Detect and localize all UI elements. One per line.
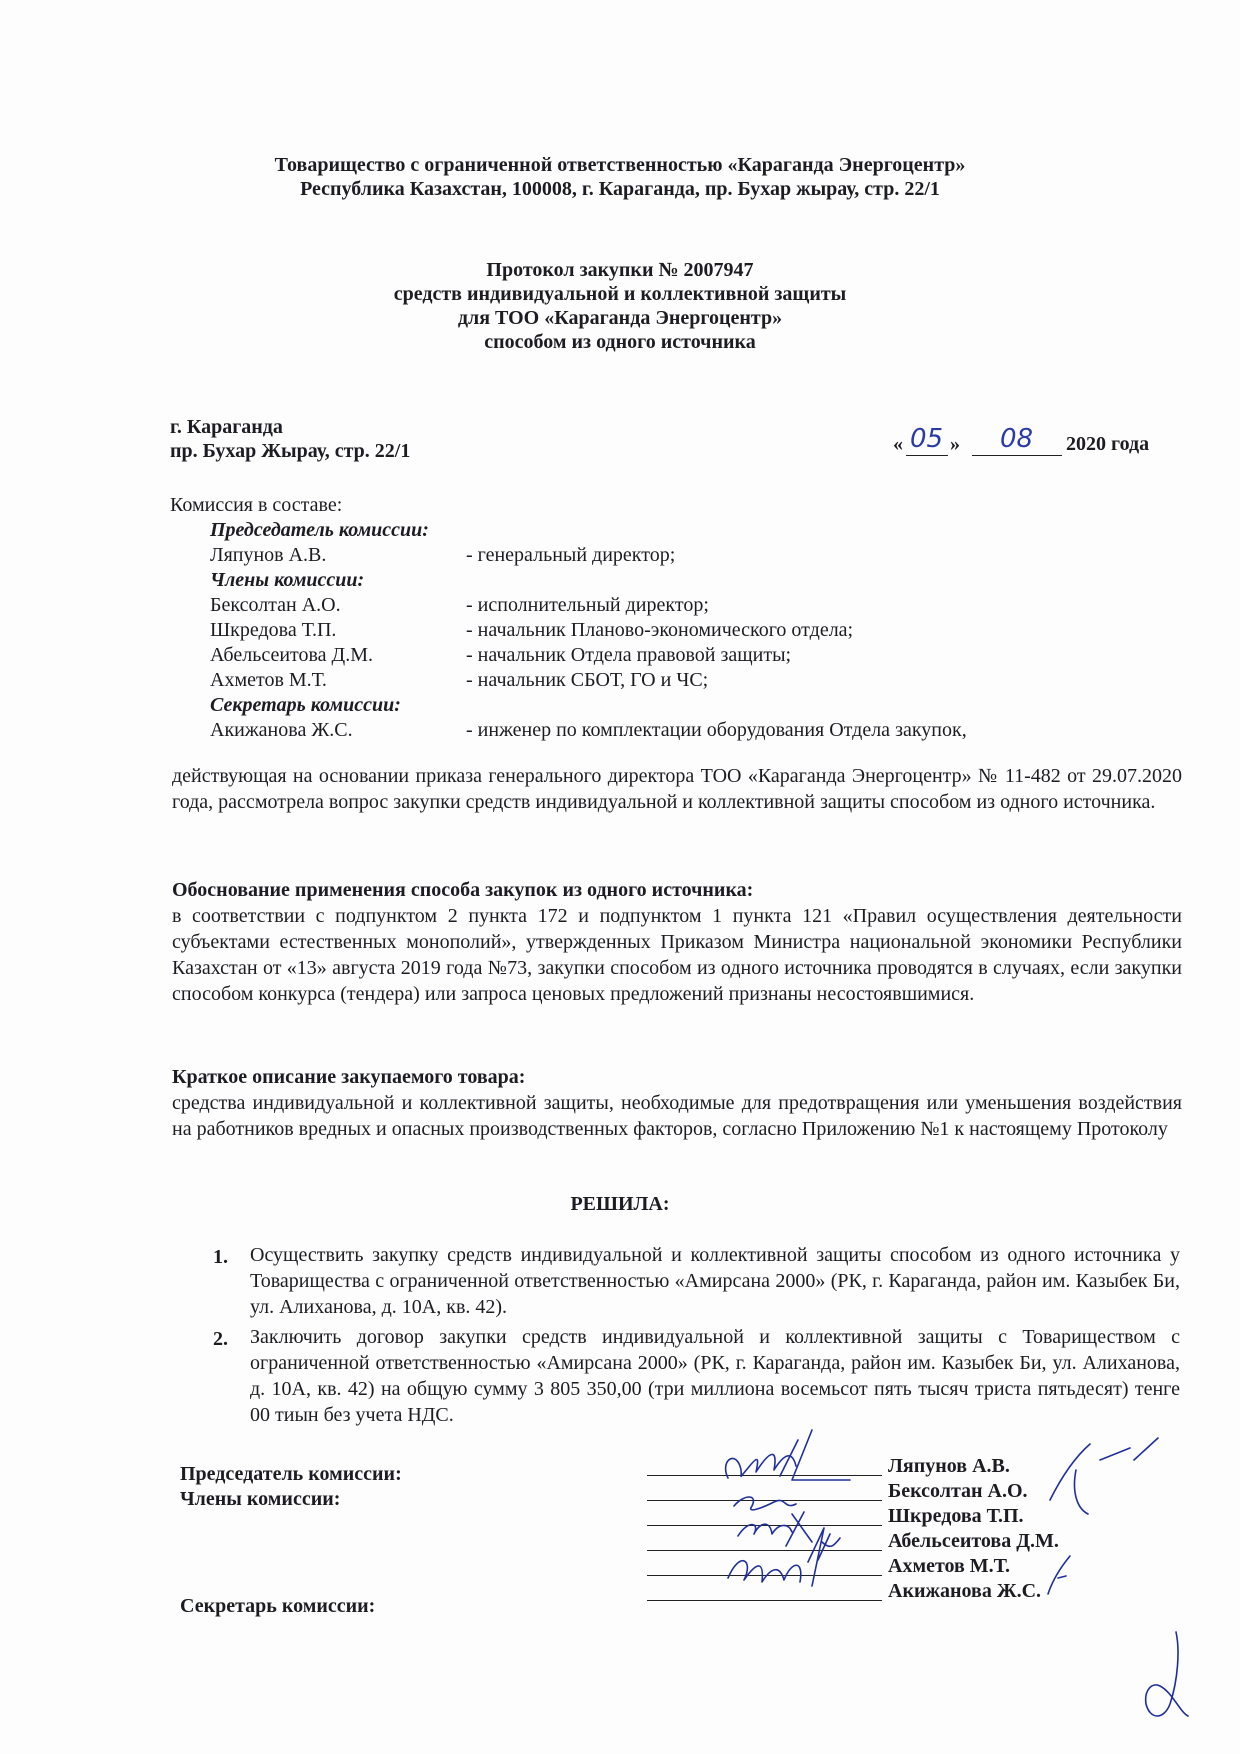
member-name: Шкредова Т.П. <box>210 619 337 641</box>
justification-text: в соответствии с подпунктом 2 пункта 172 и подпунктом 1 пункта 121 «Правил осуществления деятельности субъектами естественных монополий», утвержденных Приказом Министра национальной экономики Республики Казахстан от «13» августа 2019 года №73, закупки способом из одного источника проводятся в случаях, если закупки способом конкурса (тендера) или запроса ценовых предложений признаны несостоявшимися. <box>172 905 1182 1005</box>
member-role: - исполнительный директор; <box>466 594 709 616</box>
member-name: Ахметов М.Т. <box>210 669 327 691</box>
signatory-name: Ляпунов А.В. <box>888 1455 1010 1477</box>
chair-heading: Председатель комиссии: <box>210 519 429 541</box>
decision-item-number: 2. <box>213 1328 228 1350</box>
date-month-handwritten: 08 <box>1000 424 1034 454</box>
secretary-role: - инженер по комплектации оборудования Отдела закупок, <box>466 719 967 741</box>
date-day-underline <box>906 455 948 456</box>
margin-initial-mark <box>1040 1550 1080 1600</box>
member-name: Бексолтан А.О. <box>210 594 341 616</box>
justification-heading: Обоснование применения способа закупок из одного источника: <box>172 879 754 901</box>
signatory-name: Шкредова Т.П. <box>888 1505 1024 1527</box>
sign-chair-label: Председатель комиссии: <box>180 1463 402 1485</box>
date-open-quote: « <box>893 433 903 455</box>
protocol-subtitle-1: средств индивидуальной и коллективной защиты <box>393 283 847 305</box>
org-name-line: Товарищество с ограниченной ответственностью «Караганда Энергоцентр» <box>274 154 966 176</box>
decision-item-text: Осуществить закупку средств индивидуальной и коллективной защиты способом из одного источника у Товарищества с ограниченной ответственностью «Амирсана 2000» (РК, г. Караганда, район им. Казыбек Би, ул. Алиханова, д. 10А, кв. 42). <box>250 1244 1180 1318</box>
decision-heading: РЕШИЛА: <box>570 1193 670 1215</box>
chair-role: - генеральный директор; <box>466 544 676 566</box>
description-heading: Краткое описание закупаемого товара: <box>172 1066 526 1088</box>
secretary-name: Акижанова Ж.С. <box>210 719 353 741</box>
page-stamp-mark <box>1130 1620 1210 1730</box>
sign-secretary-label: Секретарь комиссии: <box>180 1595 376 1617</box>
member-role: - начальник Отдела правовой защиты; <box>466 644 792 666</box>
basis-paragraph: действующая на основании приказа генерального директора ТОО «Караганда Энергоцентр» № 11-482 от 29.07.2020 года, рассмотрела вопрос закупки средств индивидуальной и коллективной защиты способом из одного источника. <box>172 765 1182 813</box>
chair-name: Ляпунов А.В. <box>210 544 327 566</box>
margin-signature-mark <box>1030 1430 1180 1530</box>
org-address-line: Республика Казахстан, 100008, г. Караганда, пр. Бухар жырау, стр. 22/1 <box>300 178 940 200</box>
protocol-subtitle-3: способом из одного источника <box>484 331 756 353</box>
decision-item-text: Заключить договор закупки средств индивидуальной и коллективной защиты с Товариществом с ограниченной ответственностью «Амирсана 2000» (РК, г. Караганда, район им. Казыбек Би, ул. Алиханова, д. 10А, кв. 42) на общую сумму 3 805 350,00 (три миллиона восемьсот пять тысяч триста пятьдесят) тенге 00 тиын без учета НДС. <box>250 1326 1180 1426</box>
commission-intro: Комиссия в составе: <box>170 494 343 516</box>
date-close-quote: » <box>950 433 960 455</box>
sign-members-label: Члены комиссии: <box>180 1488 341 1510</box>
members-heading: Члены комиссии: <box>210 569 365 591</box>
place-city: г. Караганда <box>170 416 283 438</box>
signatory-name: Абельсеитова Д.М. <box>888 1530 1059 1552</box>
place-street: пр. Бухар Жырау, стр. 22/1 <box>170 440 411 462</box>
protocol-title: Протокол закупки № 2007947 <box>486 259 754 281</box>
date-day-handwritten: 05 <box>910 424 944 454</box>
date-month-underline <box>972 455 1062 456</box>
protocol-subtitle-2: для ТОО «Караганда Энергоцентр» <box>457 307 783 329</box>
handwritten-signatures <box>700 1410 880 1610</box>
secretary-heading: Секретарь комиссии: <box>210 694 401 716</box>
member-role: - начальник СБОТ, ГО и ЧС; <box>466 669 709 691</box>
description-text: средства индивидуальной и коллективной защиты, необходимые для предотвращения или уменьшения воздействия на работников вредных и опасных производственных факторов, согласно Приложению №1 к настоящему Протоколу <box>172 1092 1182 1140</box>
signatory-name: Акижанова Ж.С. <box>888 1580 1042 1602</box>
decision-item-number: 1. <box>213 1246 228 1268</box>
member-role: - начальник Планово-экономического отдела; <box>466 619 854 641</box>
member-name: Абельсеитова Д.М. <box>210 644 373 666</box>
signatory-name: Ахметов М.Т. <box>888 1555 1011 1577</box>
signatory-name: Бексолтан А.О. <box>888 1480 1028 1502</box>
date-year: 2020 года <box>1066 433 1150 455</box>
